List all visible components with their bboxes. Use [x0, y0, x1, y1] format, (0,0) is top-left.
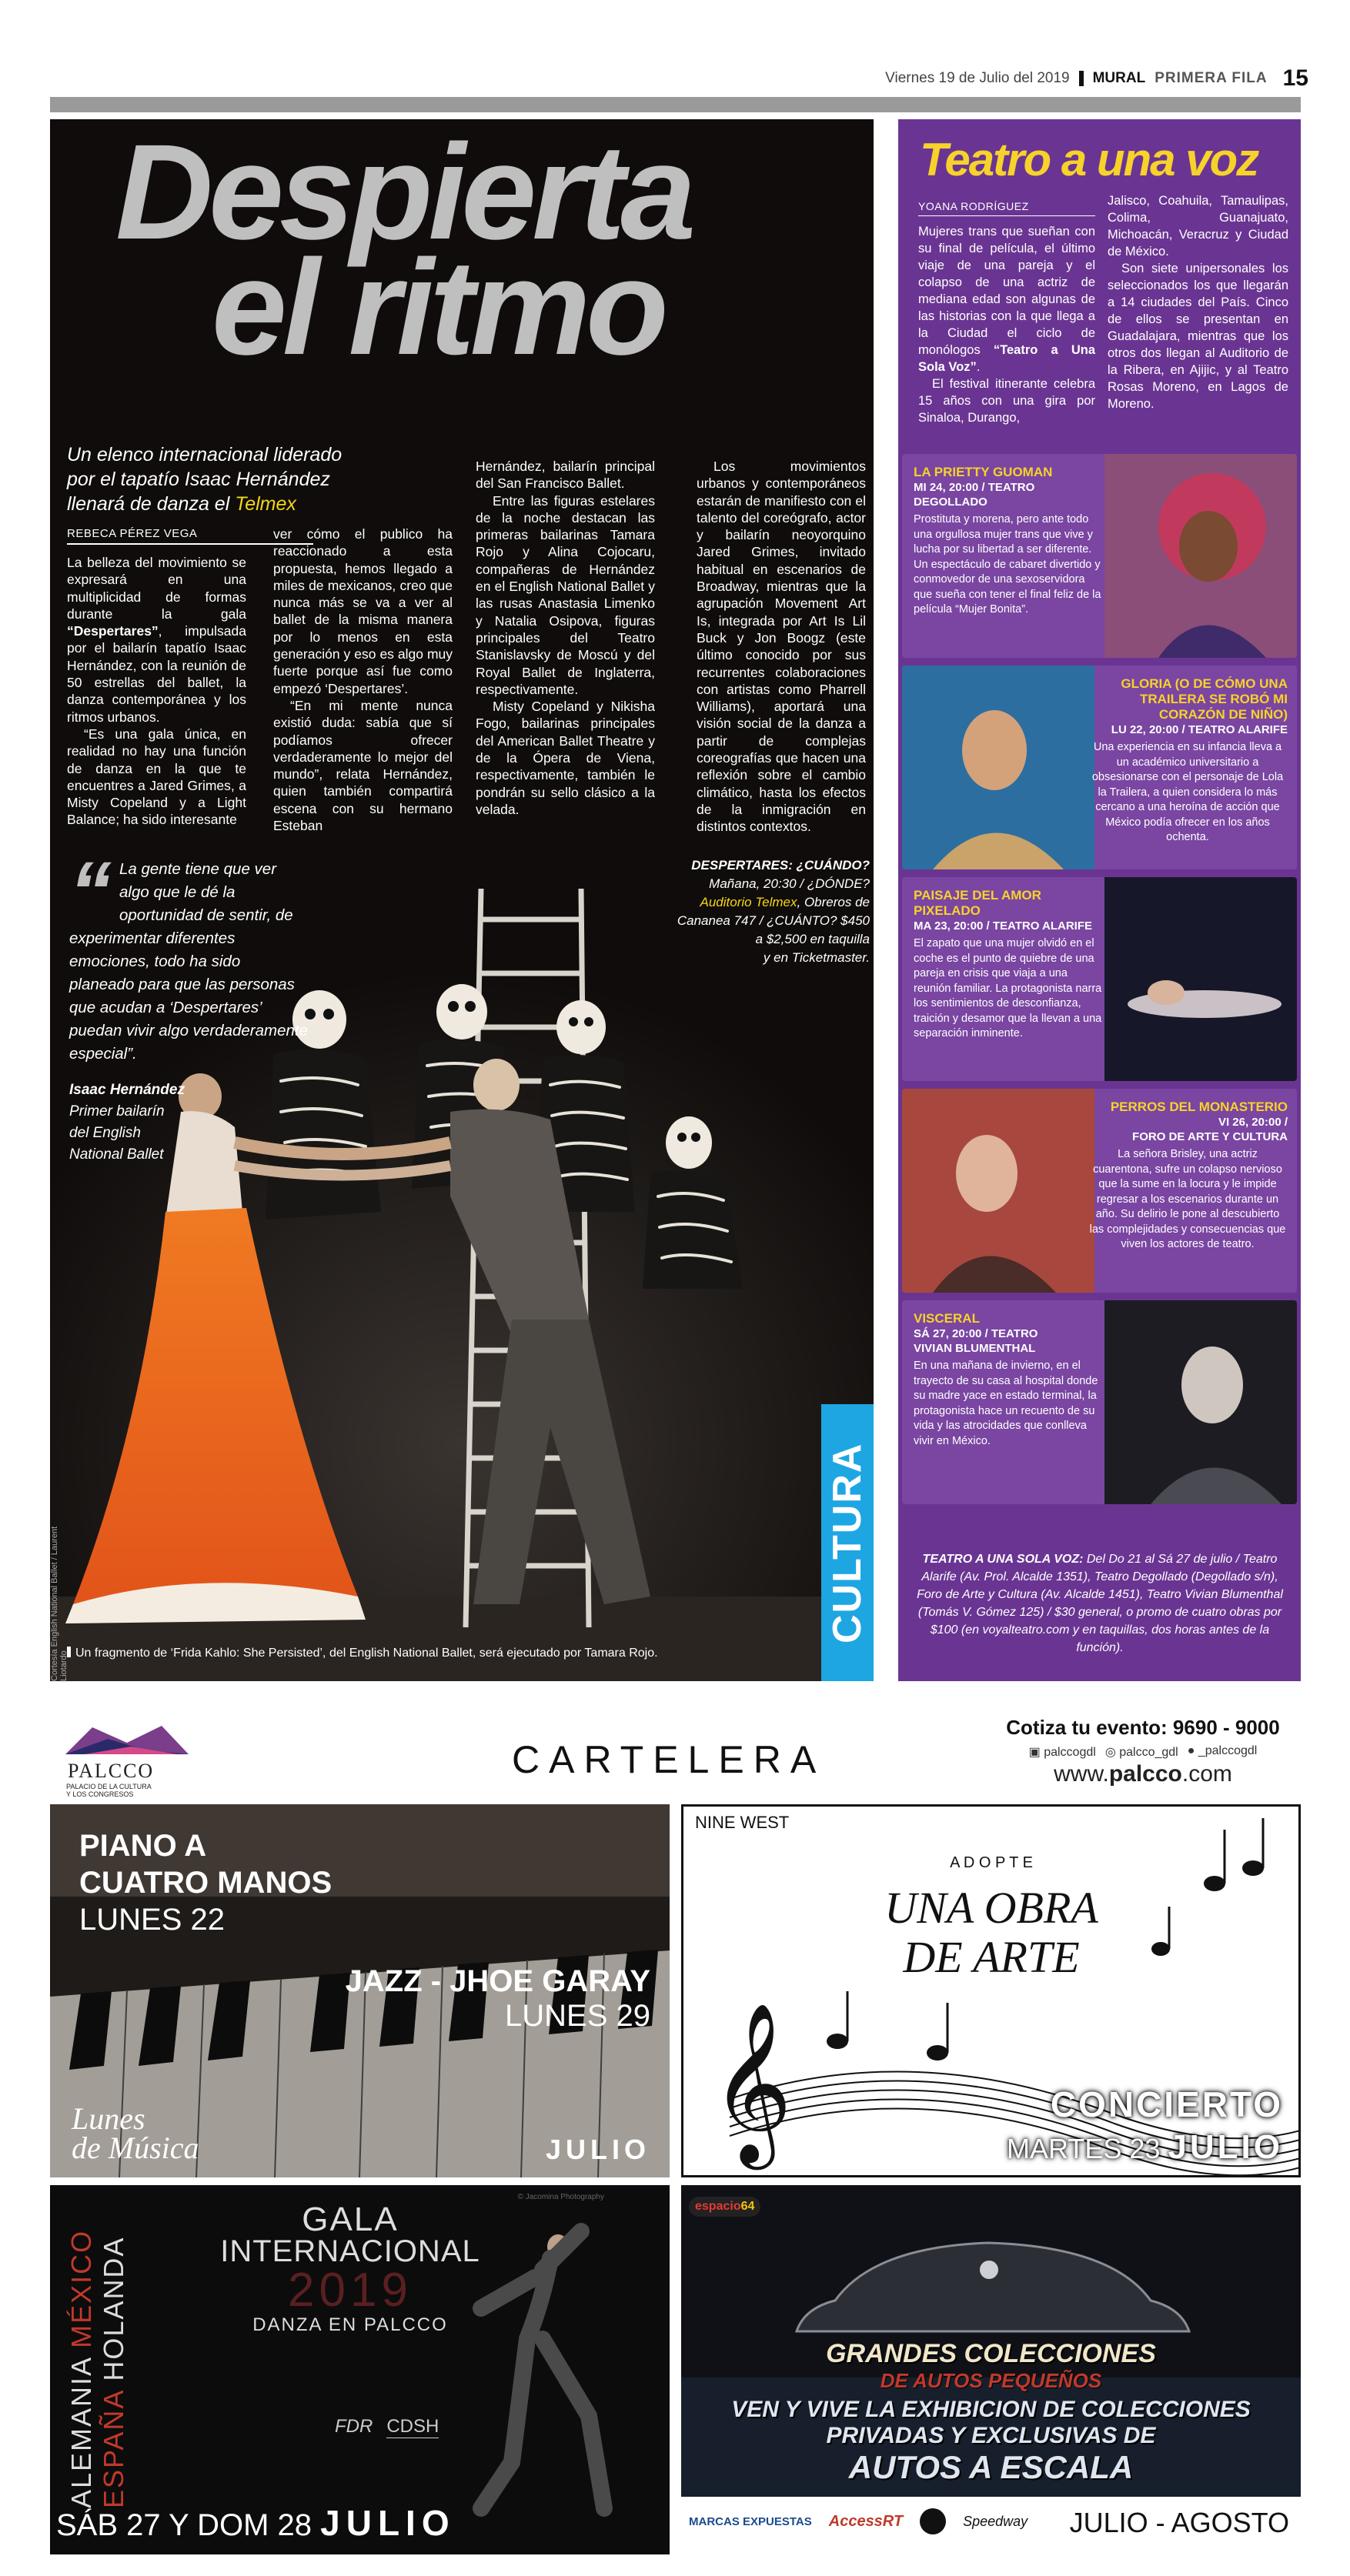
- deck: [67, 442, 467, 516]
- country-name: ESPAÑA: [98, 2381, 129, 2508]
- sponsor-logo: AccessRT: [828, 2512, 904, 2530]
- badge-number: 64: [740, 2200, 755, 2213]
- theater-sidebar: [898, 119, 1301, 1681]
- body-paragraph: Los movimientos urbanos y contemporáneos estarán de manifiesto con el talento del coreógrafo, actor y bailarín neoyorquino Jared Grimes, invitado habitual en escenarios de Broadway, mientras que la agrupación Movement Art Is, integrada por Art Is Lil Buck y Jon Boogz (este último conocido por sus recurrentes colaboraciones con artistas como Pharrell Williams), aportará una visión social de la danza a partir de complejas coreografías que hacen una reflexión sobre el cambio climático, hasta los efectos de la inmigración en distintos contextos.: [697, 459, 866, 835]
- show-date: MI 24, 20:00 / TEATRO: [914, 481, 1035, 494]
- ad1-line: CUATRO MANOS: [79, 1866, 332, 1900]
- ad1-second-event: [346, 1964, 650, 2034]
- show-photo: [1104, 877, 1297, 1081]
- ad3-days: SÁB 27 Y DOM 28: [56, 2508, 321, 2542]
- info-text: , Obreros de: [797, 895, 870, 909]
- show-photo: [902, 1089, 1094, 1293]
- country-name: ALEMANIA: [65, 2347, 97, 2508]
- show-venue: VIVIAN BLUMENTHAL: [914, 1342, 1036, 1355]
- ad-gala: [50, 2185, 670, 2554]
- ad3-internacional: INTERNACIONAL: [220, 2234, 480, 2268]
- ad3-month: JULIO: [320, 2503, 456, 2543]
- badge-text: espacio: [695, 2200, 741, 2213]
- country-name: MÉXICO: [65, 2229, 97, 2348]
- byline: REBECA PÉREZ VEGA: [67, 527, 313, 545]
- body-paragraph: Hernández, bailarín principal del San Francisco Ballet.: [476, 459, 655, 492]
- info-line: Mañana, 20:30 / ¿DÓNDE?: [709, 876, 870, 891]
- section-name: PRIMERA FILA: [1155, 70, 1268, 86]
- show-text: [914, 1311, 1106, 1449]
- ad4-sponsors: [689, 2508, 1074, 2534]
- web-prefix: www.: [1054, 1761, 1109, 1787]
- sidebar-title: Teatro a una voz: [920, 134, 1258, 185]
- body-column-1: [67, 554, 246, 829]
- issue-date: Viernes 19 de Julio del 2019: [885, 70, 1070, 86]
- social-links: [985, 1744, 1301, 1760]
- body-text: La belleza del movimiento se expresará en una multiplicidad de formas durante la gala: [67, 555, 246, 622]
- sidebar-paragraph: El festival itinerante celebra 15 años con una gira por Sinaloa, Durango,: [918, 377, 1095, 425]
- info-line: [623, 893, 870, 912]
- deck-line-2: por el tapatío Isaac Hernández: [67, 469, 330, 490]
- deck-line-3-text: llenará de danza el: [67, 493, 236, 515]
- ad3-sponsor-logos: [335, 2416, 439, 2438]
- ad1-date: LUNES 22: [79, 1903, 225, 1937]
- headline: [65, 119, 874, 383]
- sponsor-logo-icon: [920, 2508, 946, 2534]
- sidebar-paragraph: Son siete unipersonales los seleccionados los que llegarán a 14 ciudades del País. Cinco de ellos se presentan en Guadalajara, mientras que los otros dos llegan al Auditorio de la Ribera, en Ajijic, y al Teatro Rosas Moreno, en Lagos de Moreno.: [1108, 262, 1288, 411]
- deck-highlight: Telmex: [235, 493, 296, 515]
- body-column-2: [273, 526, 453, 834]
- show-date: SÁ 27, 20:00 / TEATRO: [914, 1327, 1038, 1340]
- show-description: La señora Brisley, una actriz cuarentona, sufre un colapso nervioso que la sume en la locura y le impide regresar a los escenarios durante un año. Su delirio le pone al descubierto las complejidades y consecuencias que viven los actores de teatro.: [1089, 1148, 1286, 1250]
- info-line: Cananea 747 / ¿CUÁNTO? $450: [677, 913, 870, 928]
- ad4-message-line: VEN Y VIVE LA EXHIBICION DE COLECCIONES: [731, 2397, 1251, 2422]
- show-description: En una mañana de invierno, en el trayecto de su casa al hospital donde su madre yace en estado terminal, la protagonista hace un recuento de su vida y las atrocidades que conlleva vivir en México.: [914, 1360, 1098, 1447]
- footer-label: TEATRO A UNA SOLA VOZ:: [922, 1553, 1084, 1566]
- sidebar-text: Mujeres trans que sueñan con su final de película, el último viaje de una pareja y el colapso de una actriz de mediana edad son algunas de las historias con la que llega a la Ciudad el ciclo de monólogos: [918, 225, 1095, 357]
- facebook-icon: ▣: [1028, 1746, 1041, 1759]
- sidebar-footer: [915, 1550, 1285, 1657]
- show-title: VISCERAL: [914, 1311, 980, 1326]
- ad2-date: [1007, 2128, 1283, 2167]
- body-paragraph: “Es una gala única, en realidad no hay una función de danza en la que te encuentres a Jared Grimes, a Misty Copeland y a Light Balance; ha sido interesante: [67, 726, 246, 828]
- ad4-dates: JULIO - AGOSTO: [1069, 2507, 1289, 2538]
- web-domain: palcco: [1108, 1761, 1182, 1787]
- ad4-message: [681, 2397, 1301, 2486]
- body-column-3: [476, 458, 655, 818]
- web-suffix: .com: [1181, 1761, 1232, 1787]
- show-date: LU 22, 20:00 / TEATRO ALARIFE: [1111, 723, 1288, 736]
- deck-line-1: Un elenco internacional liderado: [67, 444, 343, 465]
- ad2-slogan-line: DE ARTE: [903, 1932, 1080, 1982]
- ad4-badge: [689, 2197, 760, 2217]
- ad1-script-line: Lunes: [72, 2101, 145, 2136]
- ad3-title: [204, 2201, 496, 2336]
- palcco-logo: [62, 1720, 192, 1797]
- show-card: [902, 666, 1297, 869]
- ad3-photo-credit: © Jacomina Photography: [517, 2193, 604, 2201]
- contact-info: [985, 1716, 1301, 1787]
- sidebar-paragraph: Jalisco, Coahuila, Tamaulipas, Colima, Guanajuato, Michoacán, Veracruz y Ciudad de México.: [1108, 194, 1288, 259]
- ad1-script-logo: [72, 2101, 199, 2165]
- ad2-brand: NINE WEST: [695, 1813, 790, 1832]
- headline-line-1: Despierta: [115, 119, 692, 268]
- sidebar-paragraph: [918, 223, 1095, 375]
- quote-role-line: National Ballet: [69, 1146, 164, 1163]
- sidebar-column-2: [1108, 192, 1288, 412]
- sidebar-column-1: [918, 223, 1095, 426]
- svg-text:𝄞: 𝄞: [710, 2002, 793, 2163]
- ad1-event-date: LUNES 29: [505, 1999, 650, 2033]
- ad3-date: [56, 2502, 456, 2544]
- quote-mark-icon: “: [69, 845, 112, 939]
- page-header: [862, 65, 1308, 91]
- show-title: PERROS DEL MONASTERIO: [1110, 1099, 1288, 1114]
- header-separator: [1079, 71, 1084, 86]
- ad1-script-line: de Música: [72, 2131, 199, 2165]
- ad4-title-line: DE AUTOS PEQUEÑOS: [880, 2369, 1102, 2392]
- show-photo: [902, 666, 1094, 869]
- instagram-icon: ◎: [1104, 1746, 1116, 1759]
- ad-autos: [681, 2185, 1301, 2554]
- quote-name: Isaac Hernández: [69, 1082, 185, 1098]
- ad2-slogan: [799, 1884, 1184, 1982]
- instagram-link[interactable]: [1105, 1744, 1178, 1760]
- show-title: LA PRIETTY GUOMAN: [914, 465, 1053, 479]
- quote-role-line: Primer bailarín: [69, 1103, 165, 1119]
- festival-name: “Teatro a Una Sola Voz”: [918, 343, 1096, 374]
- ad4-title-line: GRANDES COLECCIONES: [826, 2339, 1156, 2368]
- ad2-day: MARTES 23: [1007, 2133, 1168, 2164]
- instagram-handle: palcco_gdl: [1119, 1746, 1178, 1759]
- ad1-month: JULIO: [545, 2134, 650, 2165]
- show-venue: FORO DE ARTE Y CULTURA: [1132, 1130, 1288, 1143]
- show-venue: DEGOLLADO: [914, 496, 987, 509]
- ad3-gala: GALA: [302, 2201, 399, 2238]
- section-tag: CULTURA: [821, 1404, 874, 1681]
- show-description: Una experiencia en su infancia lleva a un académico universitario a obsesionarse con el personaje de Lola la Trailera, a quien considera lo más cercano a una heroína de acción que México podía ofrecer en los años ochenta.: [1091, 741, 1284, 843]
- deck-line-3: [67, 492, 467, 516]
- facebook-link[interactable]: [1029, 1744, 1096, 1760]
- publication-name: MURAL: [1092, 70, 1146, 86]
- ad4-title: [681, 2339, 1301, 2393]
- sponsor-logo: CDSH: [386, 2416, 439, 2437]
- show-text: [914, 465, 1106, 618]
- sponsor-logo: Speedway: [963, 2513, 1028, 2529]
- ad2-slogan-line: UNA OBRA: [884, 1883, 1098, 1933]
- body-text: , impulsada por el bailarín tapatío Isaac Hernández, con la reunión de 50 estrellas del ballet, la danza contemporánea y los ritmos urbanos.: [67, 623, 246, 725]
- gala-name: “Despertares”: [67, 623, 159, 639]
- sidebar-byline: YOANA RODRÍGUEZ: [918, 200, 1095, 216]
- ad1-event-name: JAZZ - JHOE GARAY: [345, 1964, 650, 1998]
- cartelera-title: CARTELERA: [512, 1738, 826, 1781]
- sidebar-text: .: [976, 360, 981, 374]
- info-line: DESPERTARES: ¿CUÁNDO?: [691, 858, 870, 873]
- ad-concierto: [681, 1804, 1301, 2177]
- logo-tagline-line: PALACIO DE LA CULTURA: [66, 1783, 152, 1790]
- twitter-handle: _palccogdl: [1198, 1744, 1258, 1757]
- show-date: VI 26, 20:00 /: [1218, 1116, 1288, 1129]
- footer-text: Del Do 21 al Sá 27 de julio / Teatro Alarife (Av. Prol. Alcalde 1351), Teatro Degollado (Degollado s/n), Foro de Arte y Cultura (Av. Alcalde 1451), Teatro Vivian Blumenthal (Tomás V. Gómez 125) / $30 general, o promo de cuatro obras por $100 (en voyalteatro.com y en taquillas, dos horas antes de la función).: [917, 1553, 1283, 1654]
- info-line: a $2,500 en taquilla: [755, 932, 870, 946]
- ad2-adopte: A D O P T E: [950, 1854, 1033, 1871]
- body-column-4: [697, 458, 866, 836]
- show-card: [902, 1300, 1297, 1504]
- show-text: [1088, 676, 1288, 846]
- sponsor-logo: MARCAS EXPUESTAS: [689, 2514, 812, 2528]
- sponsor-logo: FDR: [335, 2416, 373, 2437]
- info-venue: Auditorio Telmex: [700, 895, 797, 909]
- quote-attribution: [69, 1079, 308, 1166]
- show-photo: [1104, 454, 1297, 658]
- logo-name: PALCCO: [68, 1760, 155, 1782]
- show-card: [902, 1089, 1297, 1293]
- quote-text: La gente tiene que ver algo que le dé la oportunidad de sentir, de experimentar diferentes emociones, todo ha sido planeado para que las personas que acudan a ‘Despertares’ puedan vivir algo verdaderamente especial”.: [69, 860, 308, 1063]
- country-name: HOLANDA: [98, 2236, 129, 2381]
- body-paragraph: Entre las figuras estelares de la noche destacan las primeras bailarinas Tamara Rojo y Alina Cojocaru, compañeras de Hernández en el English National Ballet y las rusas Anastasia Limenko y Natalia Osipova, figuras principales del Teatro Stanislavsky de Moscú y del Royal Ballet de Inglaterra, respectivamente.: [476, 492, 655, 697]
- main-story: [50, 119, 874, 1681]
- info-line: y en Ticketmaster.: [763, 950, 870, 965]
- palcco-logo-icon: [62, 1720, 192, 1762]
- body-paragraph: Misty Copeland y Nikisha Fogo, bailarinas principales del American Ballet Theatre y de la Ópera de Viena, respectivamente, también le pondrán su sello clásico a la velada.: [476, 699, 655, 817]
- ad3-subtitle: DANZA EN PALCCO: [252, 2314, 448, 2335]
- ad2-concert: CONCIERTO: [1050, 2084, 1283, 2124]
- show-title: GLORIA (O DE CÓMO UNA TRAILERA SE ROBÓ MI CORAZÓN DE NIÑO): [1121, 676, 1288, 722]
- ad1-line: PIANO A: [79, 1829, 207, 1863]
- photo-credit: Cortesía English National Ballet / Laurent Liotardo: [50, 1526, 69, 1681]
- body-paragraph: “En mi mente nunca existió duda: sabía que sí podíamos ofrecer verdaderamente lo mejor del mundo”, relata Hernández, quien también compartirá escena con su hermano Esteban: [273, 697, 453, 834]
- show-description: Prostituta y morena, pero ante todo una orgullosa mujer trans que vive y lucha por su libertad a ser diferente. Un espectáculo de cabaret divertido y conmovedor de una sexoservidora que sueña con tener el final feliz de la película “Mujer Bonita”.: [914, 513, 1101, 616]
- body-paragraph: [67, 554, 246, 726]
- contact-phone: Cotiza tu evento: 9690 - 9000: [1006, 1716, 1280, 1739]
- facebook-handle: palccogdl: [1044, 1746, 1096, 1759]
- logo-tagline: [66, 1783, 197, 1798]
- ad3-year: 2019: [288, 2264, 413, 2317]
- headline-line-2: el ritmo: [212, 232, 664, 383]
- show-card: [902, 454, 1297, 658]
- ad4-message-line: AUTOS A ESCALA: [848, 2449, 1134, 2485]
- show-photo: [1104, 1300, 1297, 1504]
- show-description: El zapato que una mujer olvidó en el coche es el punto de quiebre de una pareja en crisis que viaja a una reunión familiar. La protagonista narra los sentimientos de desconfianza, traición y desamor que la llevan a una separación inminente.: [914, 937, 1102, 1039]
- photo-caption: Un fragmento de ‘Frida Kahlo: She Persisted’, del English National Ballet, será ejecutado por Tamara Rojo.: [67, 1647, 658, 1660]
- twitter-icon: ●: [1187, 1744, 1195, 1757]
- show-text: [914, 888, 1106, 1042]
- quote-role-line: del English: [69, 1125, 141, 1141]
- pull-quote: [69, 845, 308, 1166]
- top-rule: [50, 97, 1301, 112]
- ad-piano: [50, 1804, 670, 2177]
- ad4-message-line: PRIVADAS Y EXCLUSIVAS DE: [826, 2423, 1156, 2448]
- website-link[interactable]: [985, 1761, 1301, 1787]
- event-info: [623, 856, 870, 967]
- page-number: 15: [1282, 65, 1308, 91]
- show-text: [1088, 1099, 1288, 1253]
- body-paragraph: ver cómo el publico ha reaccionado a esta propuesta, hemos llegado a miles de mexicanos, creo que nunca más se va a ver al ballet de la misma manera por lo menos en esta generación y eso es algo muy fuerte porque así fue como empezó ‘Despertares’.: [273, 526, 453, 696]
- ad2-month: JULIO: [1168, 2128, 1283, 2166]
- logo-tagline-line: Y LOS CONGRESOS: [66, 1790, 134, 1798]
- show-title: PAISAJE DEL AMOR PIXELADO: [914, 888, 1041, 918]
- twitter-link[interactable]: [1188, 1744, 1258, 1760]
- show-date: MA 23, 20:00 / TEATRO ALARIFE: [914, 919, 1092, 933]
- ad3-countries: [65, 2216, 130, 2508]
- ad1-headline: [79, 1827, 332, 1938]
- show-card: [902, 877, 1297, 1081]
